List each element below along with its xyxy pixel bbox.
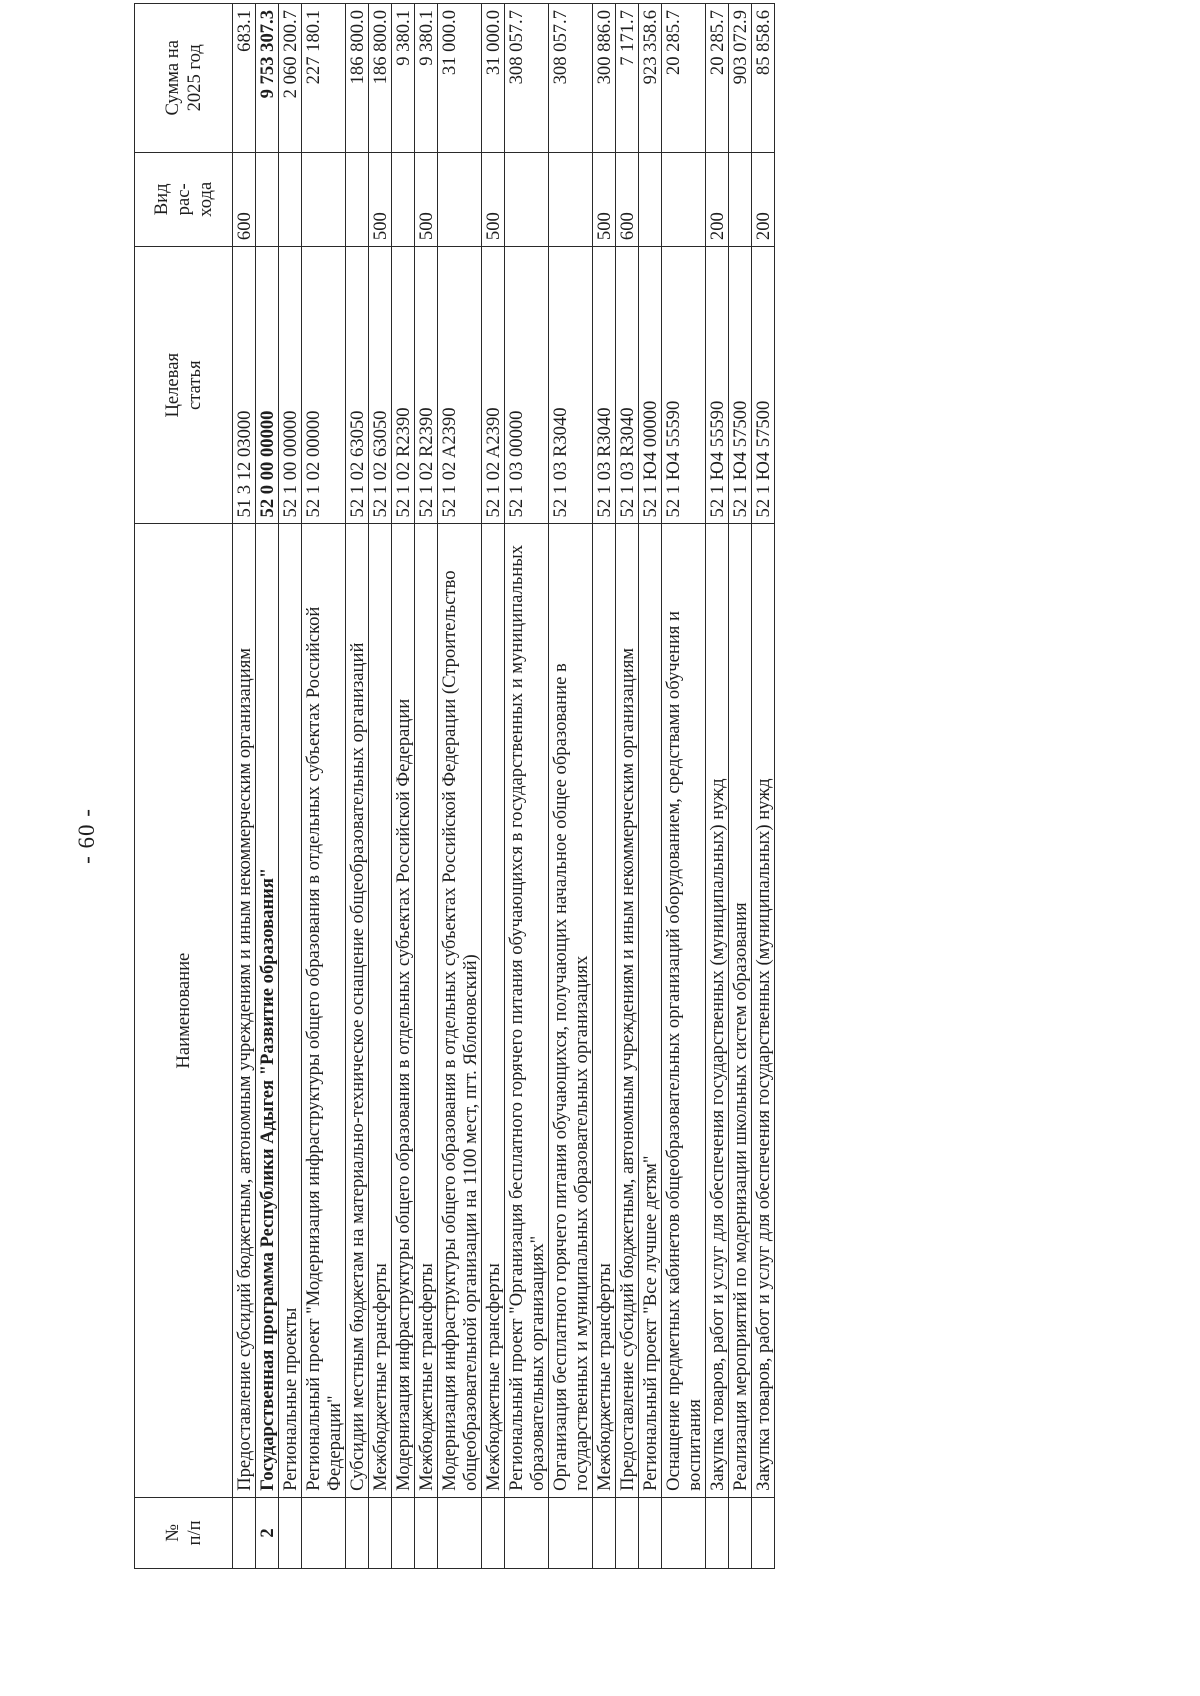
row-name-cell: Модернизация инфраструктуры общего образования в отдельных субъектах Российской Федерации [392,524,415,1497]
row-sum-cell: 9 380.1 [415,4,438,153]
row-sum-cell: 923 358.6 [639,4,662,153]
table-row [505,4,549,1569]
row-code-cell: 52 1 Ю4 55590 [662,247,706,524]
row-expense-type-cell: 500 [593,152,616,247]
row-name-cell: Предоставление субсидий бюджетным, автономным учреждениям и иным некоммерческим организациям [233,524,256,1497]
row-name-cell: Региональный проект "Все лучшее детям" [639,524,662,1497]
table-row [302,4,346,1569]
row-code-cell: 52 1 Ю4 57500 [729,247,752,524]
table-row [593,4,616,1569]
row-name-cell: Закупка товаров, работ и услуг для обеспечения государственных (муниципальных) нужд [706,524,729,1497]
row-code-cell: 52 1 00 00000 [279,247,302,524]
table-row [279,4,302,1569]
row-name-cell: Оснащение предметных кабинетов общеобразовательных организаций оборудованием, средствами обучения и воспитания [662,524,706,1497]
row-sum-cell: 7 171.7 [616,4,639,153]
header-name: Наименование [135,524,233,1497]
table-row [662,4,706,1569]
table-row [482,4,505,1569]
row-code-cell: 52 1 03 R3040 [593,247,616,524]
table-header-row [135,4,233,1569]
row-code-cell: 52 1 Ю4 55590 [706,247,729,524]
row-sum-cell: 9 753 307.3 [256,4,279,153]
row-num-cell [639,1497,662,1568]
row-num-cell [346,1497,369,1568]
table-row [369,4,392,1569]
row-num-cell [616,1497,639,1568]
row-code-cell: 51 3 12 03000 [233,247,256,524]
row-sum-cell: 85 858.6 [752,4,775,153]
table-row [639,4,662,1569]
row-num-cell [752,1497,775,1568]
table-row [346,4,369,1569]
row-code-cell: 52 1 03 R3040 [549,247,593,524]
row-num-cell [593,1497,616,1568]
table-row [415,4,438,1569]
row-code-cell: 52 0 00 00000 [256,247,279,524]
row-num-cell [233,1497,256,1568]
row-expense-type-cell [302,152,346,247]
row-sum-cell: 227 180.1 [302,4,346,153]
row-expense-type-cell [346,152,369,247]
row-sum-cell: 186 800.0 [369,4,392,153]
budget-table [134,3,775,1569]
row-expense-type-cell [662,152,706,247]
row-expense-type-cell [549,152,593,247]
row-sum-cell: 9 380.1 [392,4,415,153]
row-sum-cell: 31 000.0 [438,4,482,153]
row-sum-cell: 186 800.0 [346,4,369,153]
row-num-cell [549,1497,593,1568]
row-expense-type-cell: 600 [616,152,639,247]
table-body [233,4,775,1569]
row-expense-type-cell [279,152,302,247]
row-expense-type-cell [438,152,482,247]
row-code-cell: 52 1 02 A2390 [482,247,505,524]
row-num-cell [729,1497,752,1568]
row-name-cell: Субсидии местным бюджетам на материально-техническое оснащение общеобразовательных организаций [346,524,369,1497]
header-expense-type: Вид рас- хода [135,152,233,247]
row-sum-cell: 31 000.0 [482,4,505,153]
row-num-cell [302,1497,346,1568]
row-code-cell: 52 1 02 A2390 [438,247,482,524]
row-sum-cell: 308 057.7 [505,4,549,153]
row-num-cell [415,1497,438,1568]
row-code-cell: 52 1 02 R2390 [415,247,438,524]
row-expense-type-cell [729,152,752,247]
header-code: Целевая статья [135,247,233,524]
row-num-cell [369,1497,392,1568]
row-expense-type-cell: 200 [752,152,775,247]
row-expense-type-cell: 500 [415,152,438,247]
page-number: - 60 - [74,808,99,864]
table-row [438,4,482,1569]
row-sum-cell: 683.1 [233,4,256,153]
row-expense-type-cell: 600 [233,152,256,247]
row-name-cell: Модернизация инфраструктуры общего образования в отдельных субъектах Российской Федерации (Строительство общеобразовательной организации на 1100 мест, пгт. Яблоновский) [438,524,482,1497]
row-code-cell: 52 1 Ю4 00000 [639,247,662,524]
row-num-cell [438,1497,482,1568]
row-num-cell [482,1497,505,1568]
row-sum-cell: 2 060 200.7 [279,4,302,153]
row-name-cell: Межбюджетные трансферты [415,524,438,1497]
row-num-cell [392,1497,415,1568]
row-code-cell: 52 1 03 R3040 [616,247,639,524]
row-code-cell: 52 1 03 00000 [505,247,549,524]
row-sum-cell: 20 285.7 [706,4,729,153]
row-expense-type-cell [392,152,415,247]
row-expense-type-cell: 500 [369,152,392,247]
row-code-cell: 52 1 02 63050 [369,247,392,524]
table-row [256,4,279,1569]
row-code-cell: 52 1 02 63050 [346,247,369,524]
row-code-cell: 52 1 Ю4 57500 [752,247,775,524]
row-sum-cell: 903 072.9 [729,4,752,153]
table-row [706,4,729,1569]
row-name-cell: Закупка товаров, работ и услуг для обеспечения государственных (муниципальных) нужд [752,524,775,1497]
table-row [392,4,415,1569]
row-name-cell: Региональный проект "Модернизация инфраструктуры общего образования в отдельных субъектах Российской Федерации" [302,524,346,1497]
row-num-cell [662,1497,706,1568]
row-name-cell: Предоставление субсидий бюджетным, автономным учреждениям и иным некоммерческим организациям [616,524,639,1497]
row-sum-cell: 300 886.0 [593,4,616,153]
row-sum-cell: 308 057.7 [549,4,593,153]
row-num-cell [505,1497,549,1568]
row-num-cell: 2 [256,1497,279,1568]
table-row [752,4,775,1569]
row-name-cell: Реализация мероприятий по модернизации школьных систем образования [729,524,752,1497]
row-sum-cell: 20 285.7 [662,4,706,153]
row-expense-type-cell: 500 [482,152,505,247]
row-num-cell [706,1497,729,1568]
row-code-cell: 52 1 02 00000 [302,247,346,524]
header-sum: Сумма на 2025 год [135,4,233,153]
row-name-cell: Региональные проекты [279,524,302,1497]
row-expense-type-cell [256,152,279,247]
row-expense-type-cell [505,152,549,247]
table-row [549,4,593,1569]
table-row [616,4,639,1569]
row-name-cell: Государственная программа Республики Адыгея "Развитие образования" [256,524,279,1497]
row-code-cell: 52 1 02 R2390 [392,247,415,524]
header-num: № п/п [135,1497,233,1568]
row-name-cell: Межбюджетные трансферты [482,524,505,1497]
row-expense-type-cell [639,152,662,247]
row-name-cell: Межбюджетные трансферты [593,524,616,1497]
row-name-cell: Организация бесплатного горячего питания обучающихся, получающих начальное общее образование в государственных и муниципальных образовательных организациях [549,524,593,1497]
row-name-cell: Межбюджетные трансферты [369,524,392,1497]
row-name-cell: Региональный проект "Организация бесплатного горячего питания обучающихся в государственных и муниципальных образовательных организациях" [505,524,549,1497]
table-row [729,4,752,1569]
table-row [233,4,256,1569]
row-num-cell [279,1497,302,1568]
row-expense-type-cell: 200 [706,152,729,247]
